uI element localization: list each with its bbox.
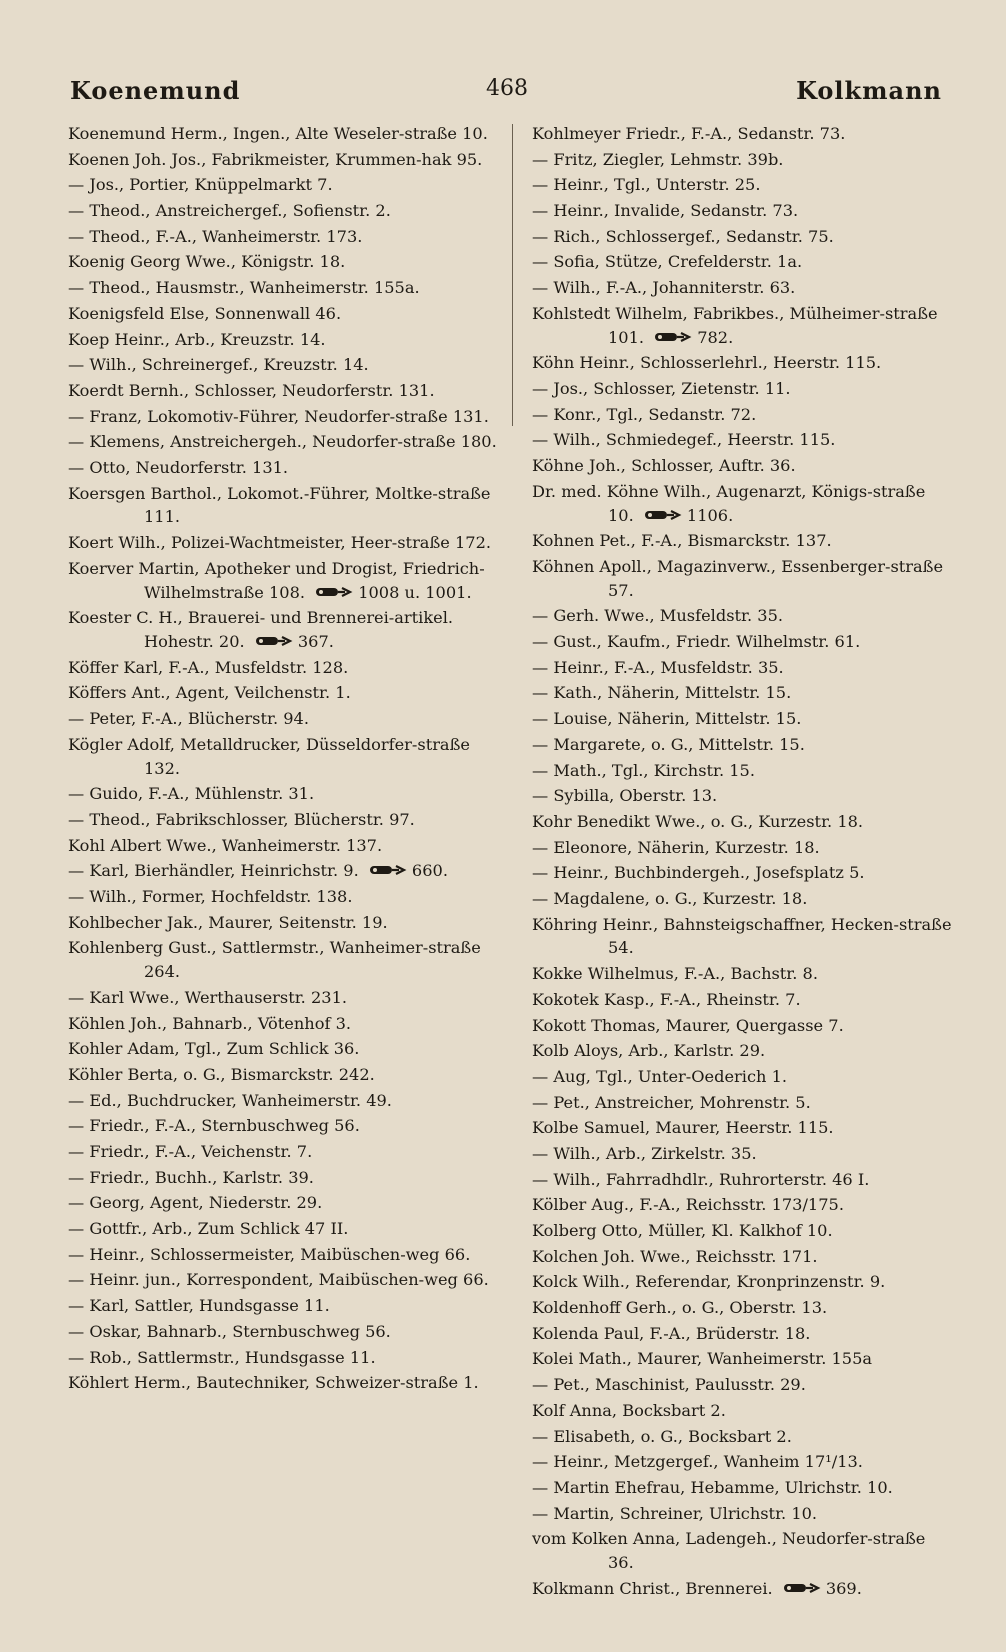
directory-entry bbox=[532, 1142, 954, 1166]
directory-entry bbox=[532, 733, 954, 757]
directory-entry bbox=[532, 887, 954, 911]
entry-text: — Gust., Kaufm., Friedr. Wilhelmstr. 61. bbox=[532, 632, 861, 652]
telephone-icon bbox=[314, 585, 354, 599]
entry-text: Kolberg Otto, Müller, Kl. Kalkhof 10. bbox=[532, 1221, 833, 1240]
left-column bbox=[68, 122, 500, 1397]
directory-entry bbox=[532, 707, 954, 731]
entry-text: Kokke Wilhelmus, F.-A., Bachstr. 8. bbox=[532, 964, 819, 984]
directory-entry bbox=[532, 1014, 954, 1038]
entry-text: — Karl, Bierhändler, Heinrichstr. 9. bbox=[68, 861, 359, 881]
directory-entry bbox=[532, 454, 954, 478]
directory-entry bbox=[532, 1193, 954, 1217]
page-number: 468 bbox=[486, 76, 528, 101]
directory-entry bbox=[68, 276, 500, 300]
directory-entry bbox=[68, 1217, 500, 1241]
telephone-icon bbox=[782, 1581, 822, 1595]
directory-entry bbox=[68, 1012, 500, 1036]
entry-text: — Heinr. jun., Korrespondent, Maibüschen-weg 66. bbox=[68, 1270, 489, 1290]
phone-number: 369. bbox=[825, 1578, 862, 1598]
directory-entry bbox=[68, 782, 500, 806]
directory-entry bbox=[68, 173, 500, 197]
directory-entry bbox=[68, 1166, 500, 1190]
directory-entry bbox=[532, 1219, 954, 1243]
entry-text: Kolbe Samuel, Maurer, Heerstr. 115. bbox=[532, 1118, 834, 1138]
directory-entry bbox=[532, 148, 954, 172]
directory-entry bbox=[532, 913, 954, 961]
entry-text: — Sofia, Stütze, Crefelderstr. 1a. bbox=[532, 252, 803, 272]
entry-text: Kolb Aloys, Arb., Karlstr. 29. bbox=[532, 1041, 766, 1061]
entry-text: — Klemens, Anstreichergeh., Neudorfer-straße 180. bbox=[68, 432, 497, 452]
directory-entry bbox=[68, 302, 500, 326]
directory-entry bbox=[532, 1399, 954, 1423]
directory-entry bbox=[68, 531, 500, 555]
entry-text: — Jos., Portier, Knüppelmarkt 7. bbox=[68, 175, 333, 195]
directory-entry bbox=[68, 199, 500, 223]
telephone-icon bbox=[254, 634, 294, 648]
directory-entry bbox=[532, 225, 954, 249]
entry-text: Kolchen Joh. Wwe., Reichsstr. 171. bbox=[532, 1246, 818, 1266]
directory-entry bbox=[532, 759, 954, 783]
entry-text: — Friedr., Buchh., Karlstr. 39. bbox=[68, 1167, 314, 1187]
directory-entry bbox=[532, 1347, 954, 1371]
entry-text: Kohlstedt Wilhelm, Fabrikbes., Mülheimer-straße 101. bbox=[532, 303, 938, 347]
directory-entry bbox=[532, 988, 954, 1012]
directory-entry bbox=[532, 1322, 954, 1346]
entry-text: — Gerh. Wwe., Musfeldstr. 35. bbox=[532, 606, 784, 626]
entry-text: Köhler Berta, o. G., Bismarckstr. 242. bbox=[68, 1064, 375, 1084]
directory-entry bbox=[68, 808, 500, 832]
entry-text: — Wilh., Former, Hochfeldstr. 138. bbox=[68, 887, 353, 907]
entry-text: Kohlenberg Gust., Sattlermstr., Wanheimer-straße 264. bbox=[68, 938, 481, 982]
entry-text: Koert Wilh., Polizei-Wachtmeister, Heer-straße 172. bbox=[68, 533, 492, 553]
telephone-icon bbox=[653, 330, 693, 344]
entry-text: Kolf Anna, Bocksbart 2. bbox=[532, 1400, 726, 1420]
directory-entry bbox=[68, 1063, 500, 1087]
directory-entry bbox=[68, 1089, 500, 1113]
directory-entry bbox=[532, 810, 954, 834]
directory-entry bbox=[532, 428, 954, 452]
entry-text: — Karl Wwe., Werthauserstr. 231. bbox=[68, 987, 348, 1007]
entry-text: Köffers Ant., Agent, Veilchenstr. 1. bbox=[68, 683, 351, 703]
entry-text: Köhn Heinr., Schlosserlehrl., Heerstr. 115. bbox=[532, 353, 882, 373]
directory-entry bbox=[532, 555, 954, 603]
directory-entry bbox=[532, 1039, 954, 1063]
directory-entry bbox=[68, 250, 500, 274]
directory-entry bbox=[68, 557, 500, 605]
entry-text: — Heinr., Tgl., Unterstr. 25. bbox=[532, 175, 761, 195]
directory-entry bbox=[532, 836, 954, 860]
entry-text: — Heinr., Metzgergef., Wanheim 17¹/13. bbox=[532, 1452, 863, 1472]
entry-text: — Konr., Tgl., Sedanstr. 72. bbox=[532, 404, 757, 424]
directory-entry bbox=[532, 1425, 954, 1449]
entry-text: — Peter, F.-A., Blücherstr. 94. bbox=[68, 709, 309, 729]
entry-text: — Wilh., F.-A., Johanniterstr. 63. bbox=[532, 278, 796, 298]
entry-text: Köffer Karl, F.-A., Musfeldstr. 128. bbox=[68, 657, 349, 677]
entry-text: — Kath., Näherin, Mittelstr. 15. bbox=[532, 683, 792, 703]
directory-entry bbox=[68, 1140, 500, 1164]
telephone-icon bbox=[643, 508, 683, 522]
entry-text: — Wilh., Fahrradhdlr., Ruhrorterstr. 46 I. bbox=[532, 1169, 870, 1189]
directory-entry bbox=[68, 859, 500, 883]
directory-entry bbox=[68, 911, 500, 935]
entry-text: Kolei Math., Maurer, Wanheimerstr. 155a bbox=[532, 1349, 873, 1369]
entry-text: Köhlert Herm., Bautechniker, Schweizer-straße 1. bbox=[68, 1373, 479, 1393]
entry-text: — Martin, Schreiner, Ulrichstr. 10. bbox=[532, 1503, 818, 1523]
entry-text: — Theod., Hausmstr., Wanheimerstr. 155a. bbox=[68, 278, 420, 298]
directory-entry bbox=[68, 1320, 500, 1344]
phone-number: 782. bbox=[697, 327, 734, 347]
entry-text: Koerver Martin, Apotheker und Drogist, Friedrich-Wilhelmstraße 108. bbox=[68, 558, 485, 602]
directory-entry bbox=[532, 962, 954, 986]
directory-entry bbox=[532, 1373, 954, 1397]
column-divider bbox=[512, 124, 513, 426]
directory-entry bbox=[532, 656, 954, 680]
entry-text: — Elisabeth, o. G., Bocksbart 2. bbox=[532, 1426, 792, 1446]
directory-entry bbox=[532, 630, 954, 654]
directory-entry bbox=[68, 122, 500, 146]
directory-entry bbox=[68, 1191, 500, 1215]
entry-text: — Heinr., Invalide, Sedanstr. 73. bbox=[532, 201, 799, 221]
directory-entry bbox=[68, 456, 500, 480]
directory-entry bbox=[532, 1168, 954, 1192]
entry-text: — Franz, Lokomotiv-Führer, Neudorfer-straße 131. bbox=[68, 406, 489, 426]
directory-entry bbox=[68, 1346, 500, 1370]
directory-entry bbox=[532, 784, 954, 808]
entry-text: — Rich., Schlossergef., Sedanstr. 75. bbox=[532, 226, 834, 246]
entry-text: Kohr Benedikt Wwe., o. G., Kurzestr. 18. bbox=[532, 811, 864, 831]
directory-entry bbox=[68, 834, 500, 858]
entry-text: Köhnen Apoll., Magazinverw., Essenberger-straße 57. bbox=[532, 556, 944, 600]
directory-entry bbox=[532, 1091, 954, 1115]
entry-text: — Eleonore, Näherin, Kurzestr. 18. bbox=[532, 837, 820, 857]
entry-text: — Theod., Fabrikschlosser, Blücherstr. 97. bbox=[68, 810, 415, 829]
directory-entry bbox=[532, 681, 954, 705]
entry-text: — Otto, Neudorferstr. 131. bbox=[68, 457, 289, 477]
directory-entry bbox=[68, 606, 500, 654]
entry-text: Koldenhoff Gerh., o. G., Oberstr. 13. bbox=[532, 1298, 828, 1318]
entry-text: — Pet., Maschinist, Paulusstr. 29. bbox=[532, 1375, 806, 1395]
entry-text: — Wilh., Schreinergef., Kreuzstr. 14. bbox=[68, 355, 369, 375]
entry-text: — Pet., Anstreicher, Mohrenstr. 5. bbox=[532, 1092, 811, 1112]
directory-entry bbox=[68, 430, 500, 454]
entry-text: Kohl Albert Wwe., Wanheimerstr. 137. bbox=[68, 835, 383, 855]
directory-entry bbox=[532, 529, 954, 553]
directory-entry bbox=[68, 656, 500, 680]
directory-entry bbox=[68, 148, 500, 172]
header-first-entry: Koenemund bbox=[70, 76, 241, 105]
entry-text: Dr. med. Köhne Wilh., Augenarzt, Königs-straße 10. bbox=[532, 481, 926, 525]
directory-entry bbox=[68, 379, 500, 403]
entry-text: — Aug, Tgl., Unter-Oederich 1. bbox=[532, 1066, 788, 1086]
entry-text: Koenig Georg Wwe., Königstr. 18. bbox=[68, 252, 346, 272]
directory-entry bbox=[68, 1371, 500, 1395]
right-column bbox=[532, 122, 954, 1602]
directory-entry bbox=[532, 1450, 954, 1474]
directory-entry bbox=[532, 1270, 954, 1294]
directory-entry bbox=[68, 353, 500, 377]
entry-text: Koester C. H., Brauerei- und Brennerei-artikel. Hohestr. 20. bbox=[68, 608, 454, 652]
entry-text: — Georg, Agent, Niederstr. 29. bbox=[68, 1193, 323, 1213]
directory-entry bbox=[532, 173, 954, 197]
entry-text: — Heinr., Buchbindergeh., Josefsplatz 5. bbox=[532, 863, 865, 883]
entry-text: Köhring Heinr., Bahnsteigschaffner, Hecken-straße 54. bbox=[532, 914, 952, 958]
page-header bbox=[66, 70, 946, 110]
entry-text: — Friedr., F.-A., Veichenstr. 7. bbox=[68, 1142, 313, 1162]
directory-entry bbox=[68, 328, 500, 352]
entry-text: — Theod., Anstreichergef., Sofienstr. 2. bbox=[68, 201, 391, 221]
entry-text: Kokotek Kasp., F.-A., Rheinstr. 7. bbox=[532, 989, 801, 1009]
entry-text: Kohlbecher Jak., Maurer, Seitenstr. 19. bbox=[68, 912, 388, 932]
directory-entry bbox=[68, 1294, 500, 1318]
directory-entry bbox=[532, 1245, 954, 1269]
telephone-icon bbox=[368, 863, 408, 877]
entry-text: Kölber Aug., F.-A., Reichsstr. 173/175. bbox=[532, 1195, 844, 1215]
directory-entry bbox=[68, 1114, 500, 1138]
entry-text: — Fritz, Ziegler, Lehmstr. 39b. bbox=[532, 149, 784, 169]
directory-entry bbox=[532, 1296, 954, 1320]
entry-text: — Wilh., Arb., Zirkelstr. 35. bbox=[532, 1143, 757, 1163]
directory-entry bbox=[532, 1065, 954, 1089]
directory-entry bbox=[68, 681, 500, 705]
directory-entry bbox=[532, 276, 954, 300]
directory-entry bbox=[532, 199, 954, 223]
directory-entry bbox=[532, 302, 954, 350]
entry-text: — Magdalene, o. G., Kurzestr. 18. bbox=[532, 888, 808, 908]
entry-text: — Ed., Buchdrucker, Wanheimerstr. 49. bbox=[68, 1090, 392, 1110]
entry-text: — Rob., Sattlermstr., Hundsgasse 11. bbox=[68, 1347, 376, 1367]
phone-number: 367. bbox=[297, 632, 334, 652]
directory-entry bbox=[68, 1037, 500, 1061]
entry-text: — Guido, F.-A., Mühlenstr. 31. bbox=[68, 784, 315, 804]
entry-text: — Wilh., Schmiedegef., Heerstr. 115. bbox=[532, 430, 836, 450]
entry-text: Koenen Joh. Jos., Fabrikmeister, Krummen-hak 95. bbox=[68, 149, 483, 169]
phone-number: 660. bbox=[411, 861, 448, 881]
entry-text: Köhne Joh., Schlosser, Auftr. 36. bbox=[532, 456, 796, 476]
directory-entry bbox=[68, 482, 500, 530]
entry-text: Köhlen Joh., Bahnarb., Vötenhof 3. bbox=[68, 1013, 352, 1033]
entry-text: — Theod., F.-A., Wanheimerstr. 173. bbox=[68, 226, 363, 246]
entry-text: vom Kolken Anna, Ladengeh., Neudorfer-straße 36. bbox=[532, 1529, 926, 1573]
directory-entry bbox=[532, 1502, 954, 1526]
entry-text: — Sybilla, Oberstr. 13. bbox=[532, 786, 718, 806]
entry-text: — Margarete, o. G., Mittelstr. 15. bbox=[532, 734, 805, 754]
directory-entry bbox=[68, 936, 500, 984]
entry-text: Kögler Adolf, Metalldrucker, Düsseldorfer-straße 132. bbox=[68, 734, 470, 778]
header-last-entry: Kolkmann bbox=[796, 76, 942, 105]
directory-entry bbox=[532, 1116, 954, 1140]
directory-entry bbox=[68, 225, 500, 249]
entry-text: — Friedr., F.-A., Sternbuschweg 56. bbox=[68, 1116, 360, 1136]
directory-entry bbox=[532, 351, 954, 375]
directory-entry bbox=[532, 480, 954, 528]
directory-entry bbox=[532, 1476, 954, 1500]
entry-text: Kolck Wilh., Referendar, Kronprinzenstr. 9. bbox=[532, 1272, 886, 1292]
directory-entry bbox=[68, 707, 500, 731]
entry-text: — Heinr., Schlossermeister, Maibüschen-weg 66. bbox=[68, 1244, 471, 1264]
directory-entry bbox=[68, 986, 500, 1010]
phone-number: 1008 u. 1001. bbox=[358, 582, 472, 602]
entry-text: Kolenda Paul, F.-A., Brüderstr. 18. bbox=[532, 1323, 811, 1343]
entry-text: Kokott Thomas, Maurer, Quergasse 7. bbox=[532, 1015, 844, 1035]
entry-text: Kolkmann Christ., Brennerei. bbox=[532, 1578, 773, 1598]
entry-text: — Heinr., F.-A., Musfeldstr. 35. bbox=[532, 657, 784, 677]
entry-text: Kohler Adam, Tgl., Zum Schlick 36. bbox=[68, 1039, 360, 1059]
directory-entry bbox=[532, 250, 954, 274]
directory-entry bbox=[532, 604, 954, 628]
entry-text: — Jos., Schlosser, Zietenstr. 11. bbox=[532, 378, 791, 398]
entry-text: Koerdt Bernh., Schlosser, Neudorferstr. 131. bbox=[68, 380, 435, 400]
entry-text: — Oskar, Bahnarb., Sternbuschweg 56. bbox=[68, 1321, 391, 1341]
entry-text: — Gottfr., Arb., Zum Schlick 47 II. bbox=[68, 1219, 349, 1239]
entry-text: — Karl, Sattler, Hundsgasse 11. bbox=[68, 1296, 330, 1316]
phone-number: 1106. bbox=[686, 505, 734, 525]
entry-text: — Martin Ehefrau, Hebamme, Ulrichstr. 10. bbox=[532, 1477, 893, 1497]
entry-text: — Louise, Näherin, Mittelstr. 15. bbox=[532, 709, 802, 729]
directory-entry bbox=[68, 1243, 500, 1267]
directory-entry bbox=[532, 377, 954, 401]
entry-text: Kohnen Pet., F.-A., Bismarckstr. 137. bbox=[532, 531, 832, 551]
entry-text: Kohlmeyer Friedr., F.-A., Sedanstr. 73. bbox=[532, 124, 846, 143]
directory-entry bbox=[532, 1527, 954, 1575]
entry-text: Koenigsfeld Else, Sonnenwall 46. bbox=[68, 303, 342, 323]
entry-text: Koenemund Herm., Ingen., Alte Weseler-straße 10. bbox=[68, 124, 488, 143]
directory-entry bbox=[532, 861, 954, 885]
directory-entry bbox=[68, 405, 500, 429]
entry-text: Koersgen Barthol., Lokomot.-Führer, Moltke-straße 111. bbox=[68, 483, 491, 527]
entry-text: — Math., Tgl., Kirchstr. 15. bbox=[532, 760, 756, 780]
directory-entry bbox=[68, 733, 500, 781]
directory-entry bbox=[532, 403, 954, 427]
entry-text: Koep Heinr., Arb., Kreuzstr. 14. bbox=[68, 329, 326, 349]
directory-entry bbox=[532, 1577, 954, 1601]
directory-entry bbox=[68, 1268, 500, 1292]
directory-entry bbox=[68, 885, 500, 909]
directory-entry bbox=[532, 122, 954, 146]
